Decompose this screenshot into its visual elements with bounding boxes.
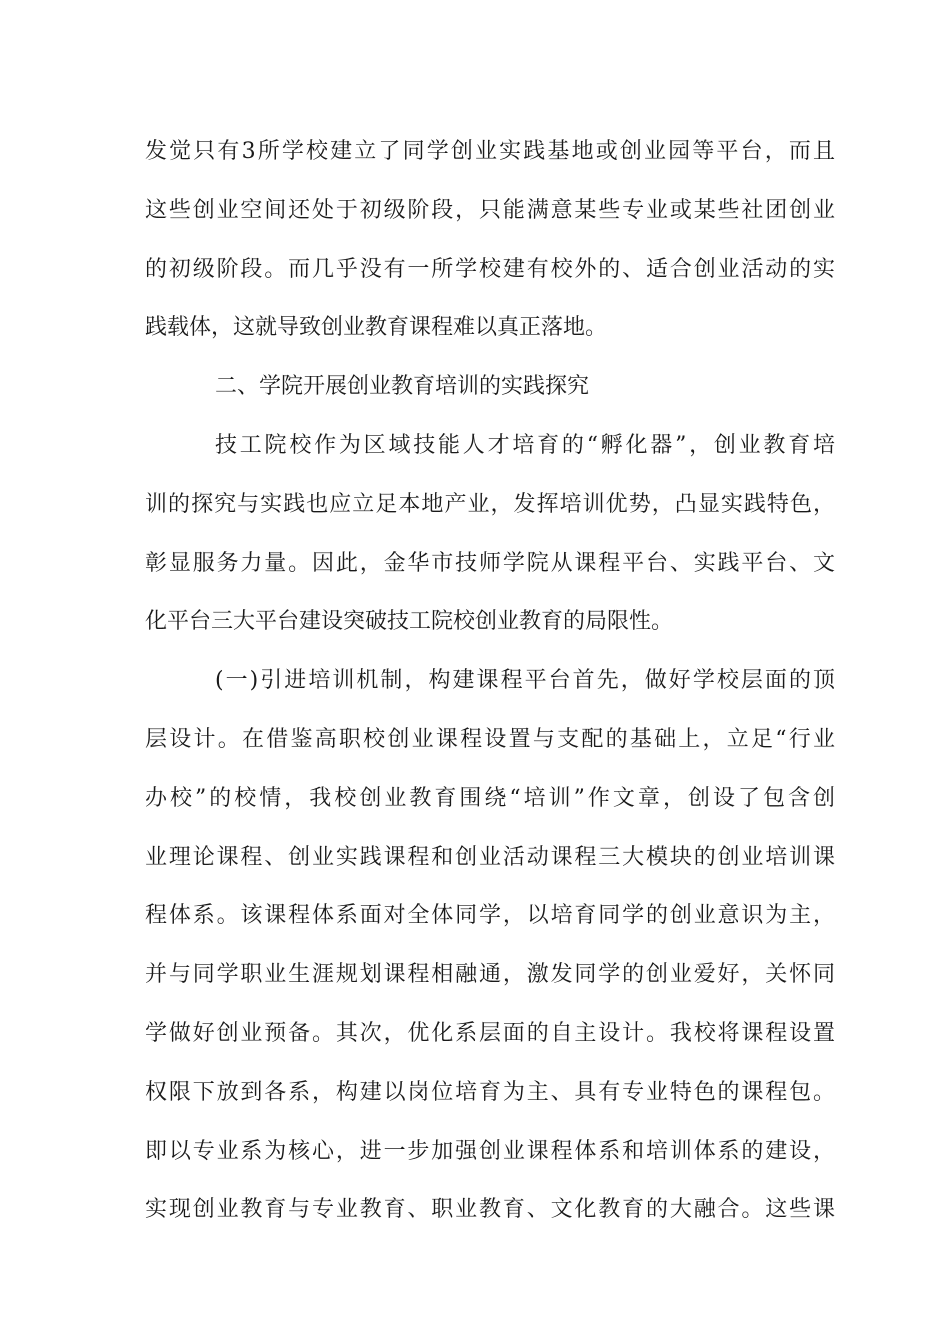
text-line: 程体系。该课程体系面对全体同学，以培育同学的创业意识为主， [145, 903, 835, 929]
text-line: 实现创业教育与专业教育、职业教育、文化教育的大融合。这些课 [145, 1197, 835, 1223]
text-line: 彰显服务力量。因此，金华市技师学院从课程平台、实践平台、文 [145, 550, 835, 576]
text-line: 训的探究与实践也应立足本地产业，发挥培训优势，凸显实践特色， [145, 491, 835, 517]
text-line: 这些创业空间还处于初级阶段，只能满意某些专业或某些社团创业 [145, 197, 835, 223]
text-line: 权限下放到各系，构建以岗位培育为主、具有专业特色的课程包。 [145, 1079, 835, 1105]
text-line: 化平台三大平台建设突破技工院校创业教育的局限性。 [145, 609, 674, 635]
text-line: 并与同学职业生涯规划课程相融通，激发同学的创业爱好，关怀同 [145, 962, 835, 988]
text-line: 技工院校作为区域技能人才培育的“孵化器”，创业教育培 [215, 432, 835, 458]
text-line: (一)引进培训机制，构建课程平台首先，做好学校层面的顶 [215, 668, 835, 694]
document-body [145, 128, 835, 1245]
text-line: 层设计。在借鉴高职校创业课程设置与支配的基础上，立足“行业 [145, 726, 835, 752]
text-line: 的初级阶段。而几乎没有一所学校建有校外的、适合创业活动的实 [145, 256, 835, 282]
text-line: 业理论课程、创业实践课程和创业活动课程三大模块的创业培训课 [145, 844, 835, 870]
text-line: 践载体，这就导致创业教育课程难以真正落地。 [145, 315, 608, 341]
section-heading: 二、学院开展创业教育培训的实践探究 [215, 374, 590, 400]
text-line: 学做好创业预备。其次，优化系层面的自主设计。我校将课程设置 [145, 1020, 835, 1046]
text-line: 办校”的校情，我校创业教育围绕“培训”作文章，创设了包含创 [145, 785, 835, 811]
text-line: 发觉只有3所学校建立了同学创业实践基地或创业园等平台，而且 [145, 139, 835, 164]
text-line: 即以专业系为核心，进一步加强创业课程体系和培训体系的建设， [145, 1138, 835, 1164]
